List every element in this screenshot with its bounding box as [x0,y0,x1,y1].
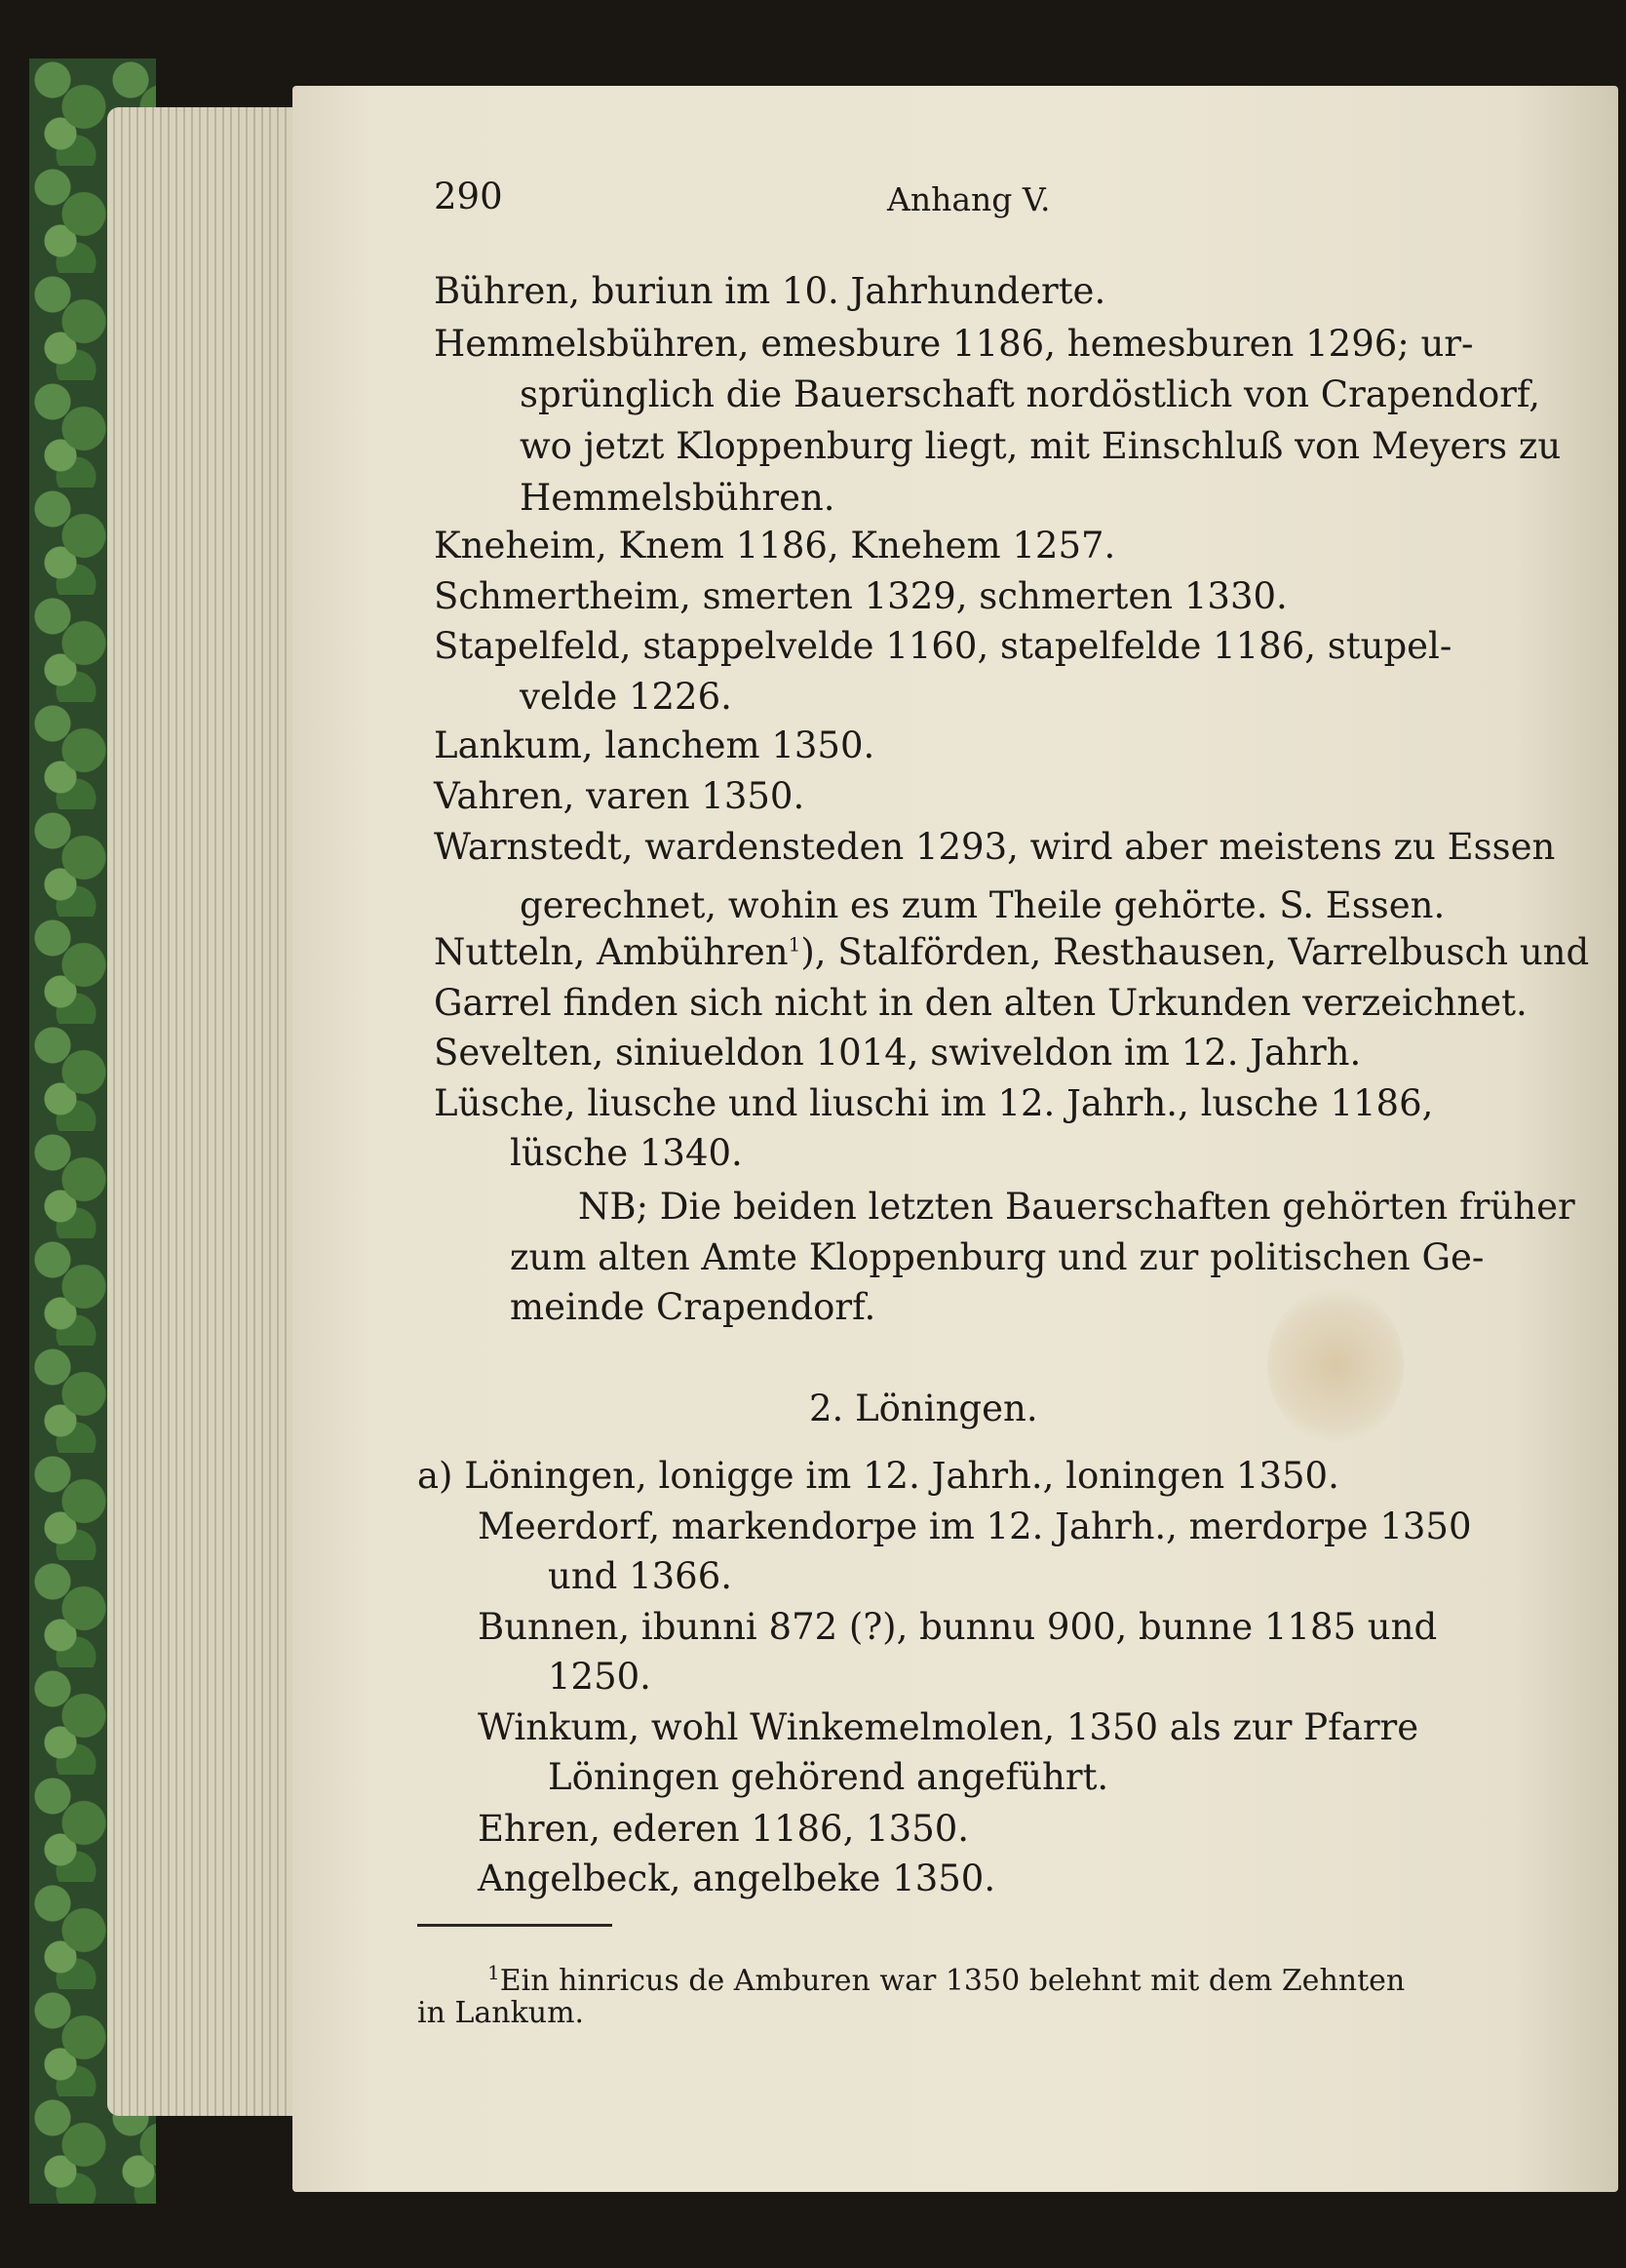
running-title: Anhang V. [887,180,1051,218]
section-title: 2. Löningen. [809,1388,1038,1429]
entry-line: lüsche 1340. [510,1132,743,1174]
footnote-text: Ein hinricus de Amburen war 1350 belehnt mit dem Zehnten [499,1964,1406,1998]
entry-line: gerechnet, wohin es zum Theile gehörte. S. Essen. [520,884,1446,926]
section-entry: a) Löningen, lonigge im 12. Jahrh., loningen 1350. [417,1455,1339,1497]
entry-line: sprünglich die Bauerschaft nordöstlich von Crapendorf, [520,373,1541,415]
section-entry: Meerdorf, markendorpe im 12. Jahrh., merdorpe 1350 [478,1505,1472,1547]
section-entry: 1250. [548,1656,651,1698]
entry-line: Hemmelsbühren, emesbure 1186, hemesburen 1296; ur- [434,323,1474,365]
footnote-rule [417,1924,612,1927]
entry-line: Lankum, lanchem 1350. [434,724,875,766]
entry-line: Garrel finden sich nicht in den alten Urkunden verzeichnet. [434,982,1528,1024]
entry-line: Hemmelsbühren. [520,477,835,519]
entry-line: Schmertheim, smerten 1329, schmerten 1330. [434,575,1288,617]
paper-stain [1267,1287,1404,1443]
entry-line: Sevelten, siniueldon 1014, swiveldon im 12. Jahrh. [434,1032,1362,1074]
entry-text: ), Stalförden, Resthausen, Varrelbusch und [800,931,1590,973]
entry-line: Lüsche, liusche und liuschi im 12. Jahrh., lusche 1186, [434,1082,1434,1124]
note-line: zum alten Amte Kloppenburg und zur politischen Ge- [510,1236,1485,1278]
entry-line: Kneheim, Knem 1186, Knehem 1257. [434,525,1116,567]
page-number: 290 [434,176,503,217]
footnote-line: in Lankum. [417,1996,585,2030]
entry-line: Vahren, varen 1350. [434,775,805,817]
section-entry: Ehren, ederen 1186, 1350. [478,1808,970,1850]
entry-line: Warnstedt, wardensteden 1293, wird aber meistens zu Essen [434,826,1556,868]
entry-line: velde 1226. [520,676,732,718]
entry-line: Bühren, buriun im 10. Jahrhunderte. [434,270,1106,312]
note-line: NB; Die beiden letzten Bauerschaften gehörten früher [578,1186,1575,1228]
footnote-marker: 1 [487,1961,500,1984]
entry-line [434,931,1590,973]
section-entry: Löningen gehörend angeführt. [548,1756,1109,1798]
entry-line: wo jetzt Kloppenburg liegt, mit Einschluß von Meyers zu [520,425,1562,467]
section-entry: Bunnen, ibunni 872 (?), bunnu 900, bunne 1185 und [478,1606,1438,1648]
entry-line: Stapelfeld, stappelvelde 1160, stapelfelde 1186, stupel- [434,625,1452,667]
section-entry: und 1366. [548,1555,733,1597]
footnote-line [487,1963,1405,1996]
page-edges [107,107,322,2116]
entry-text: Nutteln, Ambühren [434,931,789,973]
footnote-marker[interactable]: 1 [788,932,801,957]
section-entry: Angelbeck, angelbeke 1350. [478,1857,996,1899]
section-entry: Winkum, wohl Winkemelmolen, 1350 als zur Pfarre [478,1706,1419,1748]
note-line: meinde Crapendorf. [510,1286,876,1328]
